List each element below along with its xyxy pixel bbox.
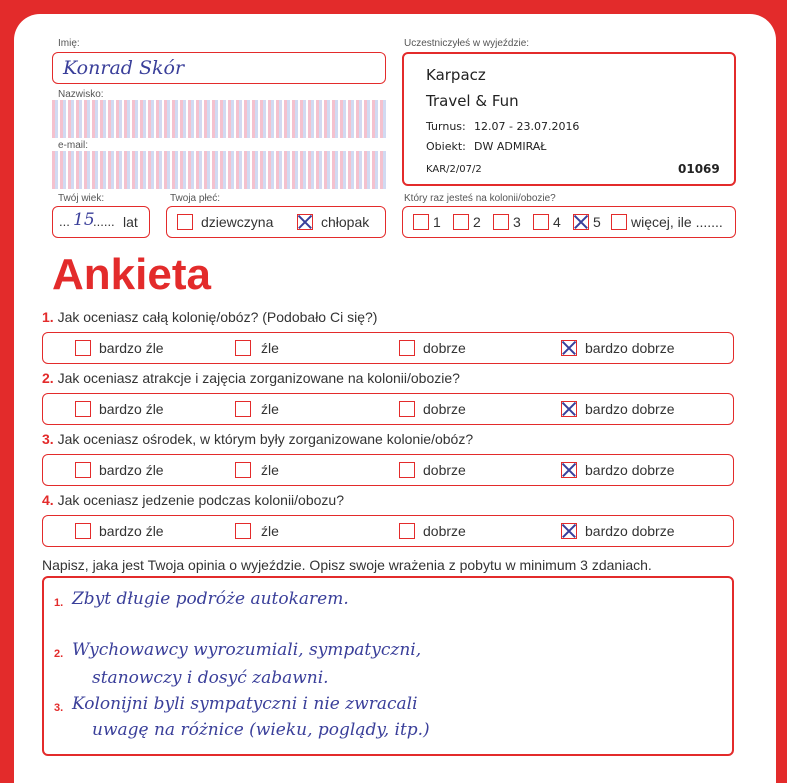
answer-2-line-1: Wychowawcy wyrozumiali, sympatyczni,: [72, 640, 422, 660]
q3-option-very-bad: bardzo źle: [99, 462, 164, 478]
surname-label: Nazwisko:: [58, 89, 104, 100]
age-label: Twój wiek:: [58, 193, 105, 204]
email-label: e-mail:: [58, 140, 89, 151]
q4-option-bad: źle: [261, 523, 279, 539]
q1-option-very-good: bardzo dobrze: [585, 340, 675, 356]
email-redacted: [52, 151, 388, 189]
times-option-4: 4: [553, 214, 561, 230]
surname-redacted: [52, 100, 388, 138]
times-checkbox-4[interactable]: [533, 214, 549, 230]
question-4-number: 4.: [42, 492, 54, 508]
survey-title: Ankieta: [52, 250, 211, 299]
times-field: [402, 206, 736, 238]
question-2-text: Jak oceniasz atrakcje i zajęcia zorganizowane na kolonii/obozie?: [57, 370, 460, 386]
q4-option-very-bad: bardzo źle: [99, 523, 164, 539]
name-value: Konrad Skór: [63, 57, 185, 79]
times-checkbox-more[interactable]: [611, 214, 627, 230]
q1-option-very-bad: bardzo źle: [99, 340, 164, 356]
answer-2-number: 2.: [54, 648, 64, 660]
question-3-answers: [42, 454, 734, 486]
times-checkbox-2[interactable]: [453, 214, 469, 230]
q2-checkbox-good[interactable]: [399, 401, 415, 417]
times-option-1: 1: [433, 214, 441, 230]
question-2-number: 2.: [42, 370, 54, 386]
q2-checkbox-bad[interactable]: [235, 401, 251, 417]
q2-checkbox-very-good[interactable]: [561, 401, 577, 417]
question-4-text: Jak oceniasz jedzenie podczas kolonii/obozu?: [57, 492, 344, 508]
question-4-answers: [42, 515, 734, 547]
object-label: Obiekt:: [426, 140, 466, 153]
gender-field: [166, 206, 386, 238]
q3-option-good: dobrze: [423, 462, 466, 478]
times-option-more: więcej, ile .......: [631, 214, 723, 230]
question-2: [42, 370, 460, 386]
answer-2-line-2: stanowczy i dosyć zabawni.: [92, 668, 329, 688]
q2-option-very-good: bardzo dobrze: [585, 401, 675, 417]
q4-option-very-good: bardzo dobrze: [585, 523, 675, 539]
question-1-text: Jak oceniasz całą kolonię/obóz? (Podobało Ci się?): [57, 309, 378, 325]
trip-box: [402, 52, 736, 186]
q1-checkbox-very-good[interactable]: [561, 340, 577, 356]
answer-1-number: 1.: [54, 597, 64, 609]
times-option-2: 2: [473, 214, 481, 230]
gender-option-boy: chłopak: [321, 214, 370, 230]
q4-checkbox-very-good[interactable]: [561, 523, 577, 539]
q3-checkbox-bad[interactable]: [235, 462, 251, 478]
age-value: 15: [73, 210, 95, 230]
trip-code: KAR/2/07/2: [426, 164, 482, 175]
question-1-answers: [42, 332, 734, 364]
q1-option-bad: źle: [261, 340, 279, 356]
age-dots: ......: [93, 214, 115, 229]
turnus-value: 12.07 - 23.07.2016: [474, 120, 580, 133]
question-1: [42, 309, 377, 325]
gender-checkbox-boy[interactable]: [297, 214, 313, 230]
q3-checkbox-good[interactable]: [399, 462, 415, 478]
q2-checkbox-very-bad[interactable]: [75, 401, 91, 417]
times-checkbox-1[interactable]: [413, 214, 429, 230]
trip-company: Travel & Fun: [426, 92, 519, 110]
q4-checkbox-bad[interactable]: [235, 523, 251, 539]
question-4: [42, 492, 344, 508]
answer-3-line-2: uwagę na różnice (wieku, poglądy, itp.): [92, 720, 430, 740]
trip-number: 01069: [678, 162, 720, 176]
opinion-prompt: Napisz, jaka jest Twoja opinia o wyjeździe. Opisz swoje wrażenia z pobytu w minimum 3 zdaniach.: [42, 557, 652, 573]
age-dots-left: ...: [59, 214, 70, 229]
trip-label: Uczestniczyłeś w wyjeździe:: [404, 38, 530, 49]
age-unit: lat: [123, 214, 138, 230]
answer-3-number: 3.: [54, 702, 64, 714]
q3-checkbox-very-bad[interactable]: [75, 462, 91, 478]
question-3-number: 3.: [42, 431, 54, 447]
q4-option-good: dobrze: [423, 523, 466, 539]
gender-checkbox-girl[interactable]: [177, 214, 193, 230]
question-2-answers: [42, 393, 734, 425]
name-label: Imię:: [58, 38, 80, 49]
q4-checkbox-good[interactable]: [399, 523, 415, 539]
times-option-5: 5: [593, 214, 601, 230]
q4-checkbox-very-bad[interactable]: [75, 523, 91, 539]
q2-option-very-bad: bardzo źle: [99, 401, 164, 417]
times-option-3: 3: [513, 214, 521, 230]
q3-checkbox-very-good[interactable]: [561, 462, 577, 478]
question-3-text: Jak oceniasz ośrodek, w którym były zorganizowane kolonie/obóz?: [57, 431, 474, 447]
age-field[interactable]: [52, 206, 150, 238]
trip-city: Karpacz: [426, 66, 486, 84]
gender-option-girl: dziewczyna: [201, 214, 274, 230]
question-1-number: 1.: [42, 309, 54, 325]
gender-label: Twoja płeć:: [170, 193, 221, 204]
q1-checkbox-very-bad[interactable]: [75, 340, 91, 356]
answer-1-line-1: Zbyt długie podróże autokarem.: [72, 589, 349, 609]
answer-3-line-1: Kolonijni byli sympatyczni i nie zwracali: [72, 694, 418, 714]
q1-option-good: dobrze: [423, 340, 466, 356]
name-field[interactable]: [52, 52, 386, 84]
times-label: Który raz jesteś na kolonii/obozie?: [404, 193, 556, 204]
times-checkbox-5[interactable]: [573, 214, 589, 230]
turnus-label: Turnus:: [426, 120, 466, 133]
q1-checkbox-good[interactable]: [399, 340, 415, 356]
object-value: DW ADMIRAŁ: [474, 140, 547, 153]
q2-option-bad: źle: [261, 401, 279, 417]
q1-checkbox-bad[interactable]: [235, 340, 251, 356]
times-checkbox-3[interactable]: [493, 214, 509, 230]
q3-option-very-good: bardzo dobrze: [585, 462, 675, 478]
q3-option-bad: źle: [261, 462, 279, 478]
q2-option-good: dobrze: [423, 401, 466, 417]
question-3: [42, 431, 473, 447]
